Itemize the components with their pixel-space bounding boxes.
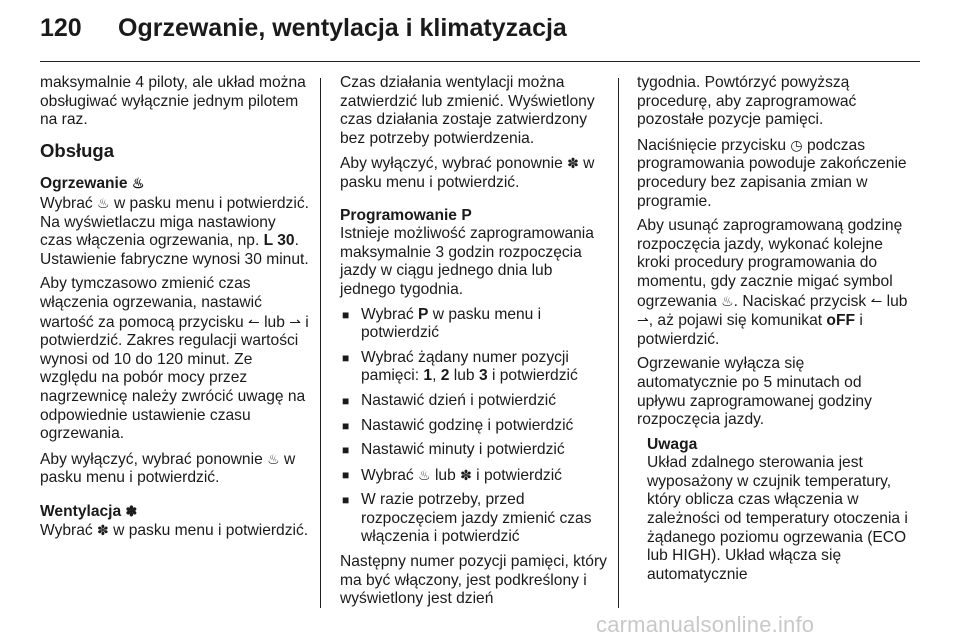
- list-item: ■ Wybrać P w pasku menu i potwierdzić: [340, 306, 612, 343]
- column-divider: [618, 78, 619, 608]
- column-divider: [320, 78, 321, 608]
- fan-icon: ✽: [125, 502, 138, 519]
- programming-paragraph-6: Ogrzewanie wyłącza się automatycznie po 5 minutach od upływu zaprogramowanej godziny rozpoczęcia jazdy.: [637, 355, 872, 429]
- page-number: 120: [40, 14, 82, 42]
- heating-icon: ♨: [418, 466, 431, 483]
- column-right: [637, 74, 909, 584]
- off-message: oFF: [826, 312, 855, 330]
- list-item: ■ Wybrać żądany numer pozycji pamięci: 1, 2 lub 3 i potwierdzić: [340, 349, 612, 386]
- page-header: [40, 8, 920, 48]
- arrow-left-icon: ↼: [248, 313, 260, 330]
- programming-paragraph-2: Następny numer pozycji pamięci, który ma być włączony, jest podkreślony i wyświetlony jest dzień: [340, 553, 607, 608]
- column-middle: [340, 74, 612, 615]
- heating-icon: ♨: [721, 292, 734, 309]
- example-value: L 30: [263, 232, 295, 250]
- programming-paragraph-3: tygodnia. Powtórzyć powyższą procedurę, aby zaprogramować pozostałe pozycje pamięci.: [637, 74, 857, 129]
- fan-icon: ✽: [460, 466, 472, 483]
- heating-icon: ♨: [131, 175, 145, 192]
- heating-icon: ♨: [267, 450, 280, 467]
- arrow-left-icon: ↼: [870, 292, 883, 309]
- programming-paragraph-1: Istnieje możliwość zaprogramowania maksymalnie 3 godzin rozpoczęcia jazdy w ciągu jednego dnia lub jednego tygodnia.: [340, 225, 594, 298]
- heating-icon: ♨: [97, 194, 110, 211]
- subheading-ventilation: [40, 502, 312, 522]
- ventilation-paragraph-2: Czas działania wentylacji można zatwierdzić lub zmienić. Wyświetlony czas działania zostaje zatwierdzony bez potrzeby potwierdzenia.: [340, 74, 595, 147]
- heating-paragraph-2: Aby tymczasowo zmienić czas włączenia ogrzewania, nastawić wartość za pomocą przycisku ↼ lub ⇀ i potwierdzić. Zakres regulacji wartości wynosi od 10 do 120 minut. Ze względu na pobór mocy przez nagrzewnicę należy zwrócić uwagę na odpowiednie ustawienie czasu ogrzewania.: [40, 275, 309, 443]
- subheading-heating: [40, 174, 312, 194]
- programming-paragraph-4: Naciśnięcie przycisku ◷ podczas programowania powoduje zakończenie procedury bez zapisania zmian w programie.: [637, 136, 907, 210]
- subheading-ventilation-label: Wentylacja: [40, 502, 122, 520]
- list-item: ■ W razie potrzeby, przed rozpoczęciem jazdy zmienić czas włączenia i potwierdzić: [340, 491, 612, 547]
- ventilation-paragraph-1: Wybrać ✽ w pasku menu i potwierdzić.: [40, 522, 309, 540]
- section-heading-obsluga: Obsługa: [40, 139, 115, 161]
- list-item: ■ Wybrać ♨ lub ✽ i potwierdzić: [340, 466, 612, 486]
- programming-steps-list: [340, 306, 612, 548]
- header-rule: [40, 61, 920, 62]
- intro-paragraph: maksymalnie 4 piloty, ale układ można obsługiwać wyłącznie jednym pilotem na raz.: [40, 74, 306, 129]
- heating-paragraph-3: Aby wyłączyć, wybrać ponownie ♨ w pasku menu i potwierdzić.: [40, 450, 296, 487]
- subheading-programming: Programowanie P: [340, 206, 472, 224]
- note-title: Uwaga: [647, 435, 698, 453]
- ventilation-paragraph-3: Aby wyłączyć, wybrać ponownie ✽ w pasku menu i potwierdzić.: [340, 155, 595, 191]
- fan-icon: ✽: [97, 522, 109, 539]
- note-box: [647, 436, 909, 585]
- arrow-right-icon: ⇀: [289, 313, 301, 330]
- subheading-heating-label: Ogrzewanie: [40, 175, 128, 193]
- watermark: carmanualsonline.info: [596, 612, 815, 637]
- page-title: Ogrzewanie, wentylacja i klimatyzacja: [118, 14, 567, 42]
- column-left: [40, 74, 312, 547]
- clock-icon: ◷: [790, 136, 803, 153]
- fan-icon: ✽: [567, 155, 579, 172]
- heating-paragraph-1: Wybrać ♨ w pasku menu i potwierdzić. Na wyświetlaczu miga nastawiony czas włączenia ogrzewania, np. L 30. Ustawienie fabryczne wynosi 30 minut.: [40, 194, 309, 268]
- list-item: ■ Nastawić godzinę i potwierdzić: [340, 417, 612, 436]
- list-item: ■ Nastawić dzień i potwierdzić: [340, 392, 612, 411]
- programming-paragraph-5: Aby usunąć zaprogramowaną godzinę rozpoczęcia jazdy, wykonać kolejne kroki procedury programowania do momentu, gdy zacznie migać symbol ogrzewania ♨. Naciskać przycisk ↼ lub ⇀, aż pojawi się komunikat oFF i potwierdzić.: [637, 217, 908, 348]
- note-text: Układ zdalnego sterowania jest wyposażony w czujnik temperatury, który oblicza czas włączenia w zależności od temperatury otoczenia i żądanego poziomu ogrzewania (ECO lub HIGH). Układ włącza się automatycznie: [647, 454, 908, 583]
- list-item: ■ Nastawić minuty i potwierdzić: [340, 441, 612, 460]
- arrow-right-icon: ⇀: [637, 312, 649, 329]
